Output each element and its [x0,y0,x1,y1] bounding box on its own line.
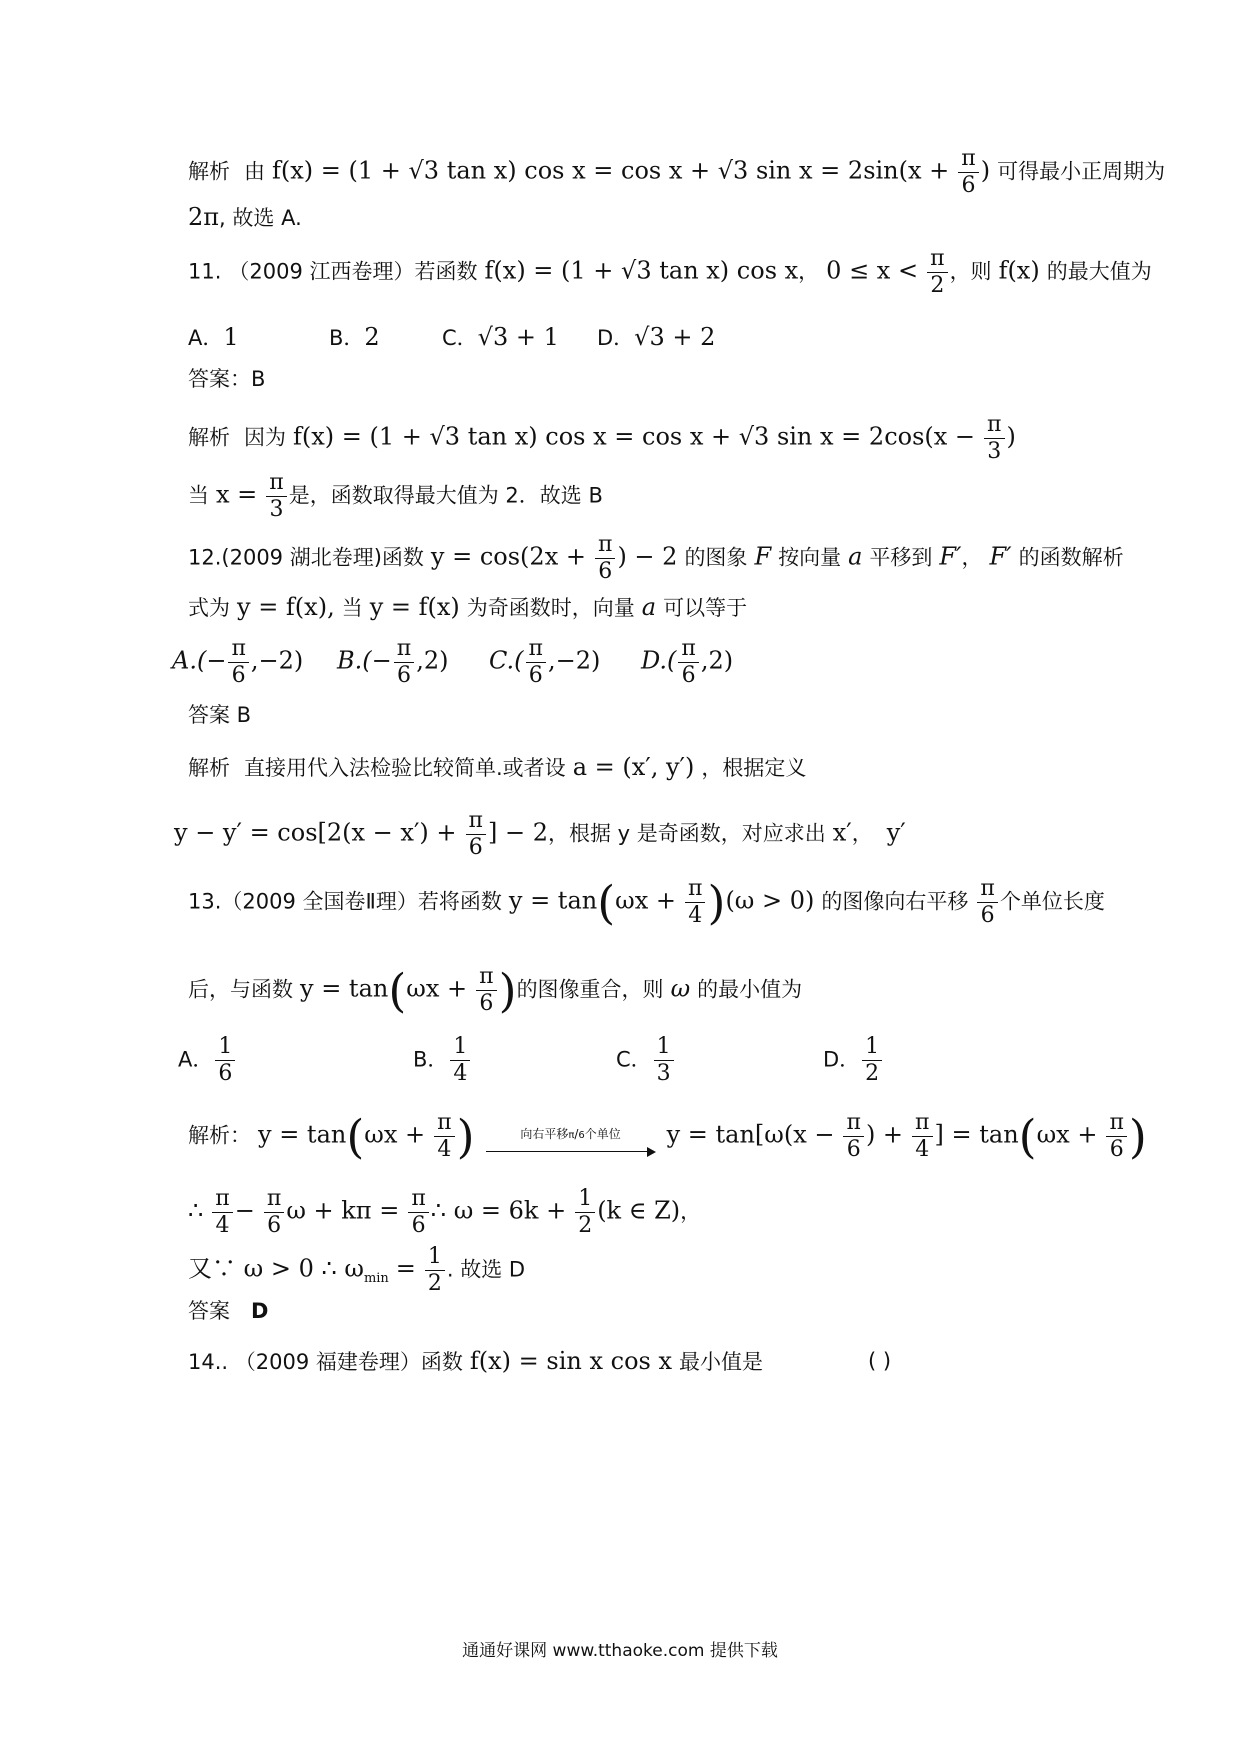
fraction: $\frac{\pi}{6}$ [958,146,978,199]
fraction: $\frac{\pi}{6}$ [264,1186,284,1239]
fraction: $\frac{\pi}{2}$ [927,246,947,299]
fraction: $\frac{\pi}{6}$ [408,1186,428,1239]
option-b: B．2 [329,323,380,351]
fraction: $\frac{\pi}{6}$ [977,876,997,929]
p13-question-line2: 后，与函数 y = tan(ωx + $\frac{\pi}{6}$ )的图像重合，则 ω 的最小值为 [188,963,803,1018]
transform-arrow: 向右平移π/6个单位 [486,1117,656,1157]
option-a: A.(− $\frac{\pi}{6}$ ,−2) [172,636,304,688]
fraction: $\frac{\pi}{4}$ [434,1110,454,1163]
question-number: 11. [188,259,222,284]
formula: y − y′ = cos[2(x − x′) + [174,818,457,847]
fraction: $\frac{\pi}{3}$ [984,412,1004,465]
p12-analysis: 解析 直接用代入法检验比较简单.或者设 a = (x′, y′) ，根据定义 [188,753,807,781]
p10-analysis-line2: 2π, 故选 A. [188,203,302,231]
p12-question-line2: 式为 y = f(x), 当 y = f(x) 为奇函数时，向量 a 可以等于 [188,593,748,621]
p12-answer: 答案 B [188,703,252,727]
p13-analysis-line1: 解析： y = tan(ωx + $\frac{\pi}{4}$ ) 向右平移π/6个单位 y = tan[ω(x − $\frac{\pi}{6}$ ) + $\frac{\pi}{4}$ ] = tan(ωx + $\frac{\pi}{6}$ ) [188,1109,1147,1164]
page-footer: 通通好课网 www.tthaoke.com 提供下载 [462,1641,778,1661]
p12-options [172,636,733,689]
vector-a: a = (x′, y′) [572,753,695,781]
p13-analysis-line2: ∴ $\frac{\pi}{4}$ − $\frac{\pi}{6}$ ω + kπ = $\frac{\pi}{6}$ ∴ ω = 6k + $\frac{1}{2}$ (k ∈ Z)， [188,1186,702,1238]
option-b: B． $\frac{1}{4}$ [413,1034,609,1087]
p13-answer: 答案 D [188,1299,269,1323]
fraction: $\frac{\pi}{4}$ [685,876,705,929]
fraction: $\frac{\pi}{6}$ [476,964,496,1017]
p11-question: 11. （2009 江西卷理）若函数 f(x) = (1 + √3 tan x) cos x， 0 ≤ x < $\frac{\pi}{2}$ ，则 f(x) 的最大值为 [188,246,1152,298]
option-b: B.(− $\frac{\pi}{6}$ ,2) [337,636,449,688]
fraction: $\frac{\pi}{6}$ [466,808,486,861]
p13-question: 13.（2009 全国卷Ⅱ理）若将函数 y = tan(ωx + $\frac{\pi}{4}$ )(ω > 0) 的图像向右平移 $\frac{\pi}{6}$ 个单位长度 [188,875,1105,930]
question-number: 13. [188,889,222,914]
p13-options [178,1034,884,1087]
formula: f(x) = sin x cos x [469,1347,672,1375]
p13-analysis-line3: 又∵ ω > 0 ∴ $\omega_{min}$ = $\frac{1}{2}$ . 故选 D [188,1244,526,1296]
answer-blank: ( ) [868,1349,892,1373]
question-number: 12. [188,545,222,570]
fraction: $\frac{1}{2}$ [575,1186,595,1239]
jiexi-label: 解析 [188,159,230,184]
fraction: $\frac{\pi}{6}$ [595,532,615,585]
fraction: $\frac{\pi}{4}$ [912,1110,932,1163]
p12-analysis-line2: y − y′ = cos[2(x − x′) + $\frac{\pi}{6}$ ] − 2，根据 y 是奇函数，对应求出 x′， y′ [174,808,906,860]
p11-analysis: 解析 因为 f(x) = (1 + √3 tan x) cos x = cos x + √3 sin x = 2cos(x − $\frac{\pi}{3}$ ) [188,412,1016,464]
option-a: A．1 [188,323,239,351]
p11-analysis-line2: 当 x = $\frac{\pi}{3}$ 是，函数取得最大值为 2．故选 B [188,470,603,522]
p11-options [188,322,715,354]
fraction: $\frac{\pi}{6}$ [843,1110,863,1163]
option-a: A． $\frac{1}{6}$ [178,1034,406,1087]
option-d: D.( $\frac{\pi}{6}$ ,2) [641,636,734,688]
option-c: C.( $\frac{\pi}{6}$ ,−2) [489,636,601,688]
formula: f(x) = (1 + √3 tan x) cos x [484,256,799,285]
question-number: 14. [188,1350,222,1374]
option-c: C． $\frac{1}{3}$ [616,1034,816,1087]
option-d: D．√3 + 2 [597,323,716,351]
p11-answer: 答案：B [188,367,266,391]
fraction: $\frac{\pi}{4}$ [212,1186,232,1239]
formula: f(x) = (1 + √3 tan x) cos x = cos x + √3 sin x = 2cos(x − [293,422,976,451]
formula: y = cos(2x + [430,542,586,571]
formula: f(x) = (1 + √3 tan x) cos x = cos x + √3 sin x = 2sin(x + [272,156,950,185]
p10-analysis-line1: 解析 由 f(x) = (1 + √3 tan x) cos x = cos x + √3 sin x = 2sin(x + $\frac{\pi}{6}$ ) 可得最小正周期为 [188,146,1166,198]
fraction: $\frac{\pi}{6}$ [1106,1110,1126,1163]
fraction: $\frac{\pi}{3}$ [266,470,286,523]
p14-question: 14.. （2009 福建卷理）函数 f(x) = sin x cos x 最小值是 ( ) [188,1347,892,1375]
option-c: C．√3 + 1 [442,323,559,351]
fraction: $\frac{1}{2}$ [425,1244,445,1297]
option-d: D． $\frac{1}{2}$ [823,1034,884,1087]
p12-question: 12.(2009 湖北卷理)函数 y = cos(2x + $\frac{\pi}{6}$ ) − 2 的图象 F 按向量 a 平移到 F′， F′ 的函数解析 [188,532,1124,584]
